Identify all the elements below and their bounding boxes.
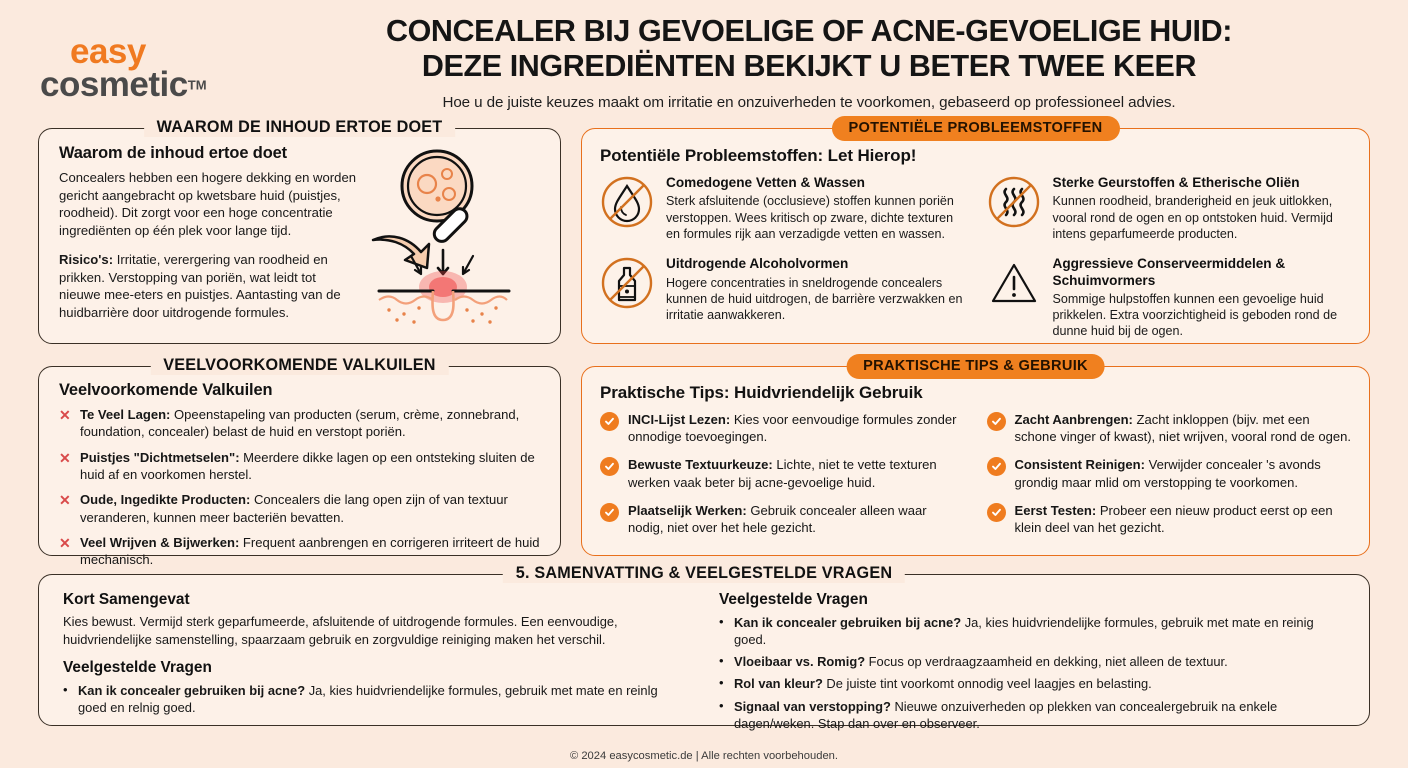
faq-text xyxy=(734,614,1345,648)
faq-text xyxy=(734,675,1345,692)
problem-desc: Hogere concentraties in sneldrogende concealers kunnen de huid uitdrogen, de barrière verzwakken en irritatie aanwakkeren. xyxy=(666,275,963,323)
card-problems-badge: POTENTIËLE PROBLEEMSTOFFEN xyxy=(831,116,1119,141)
summary-faq-heading: Veelgestelde Vragen xyxy=(63,659,212,677)
problem-item xyxy=(600,256,965,323)
pitfall-label: Veel Wrijven & Bijwerken: xyxy=(80,535,240,551)
summary-faq-list-right xyxy=(719,614,1345,732)
page-subtitle: Hoe u de juiste keuzes maakt om irritatie en onzuiverheden te voorkomen, gebaseerd op professioneel advies. xyxy=(442,93,1176,111)
check-icon xyxy=(600,457,619,476)
faq-heading-right: Veelgestelde Vragen xyxy=(719,591,868,608)
faq-question: Signaal van verstopping? xyxy=(734,698,891,714)
summary-left xyxy=(63,591,689,732)
check-icon xyxy=(987,457,1006,476)
card-why-content-matters xyxy=(38,118,561,344)
summary-paragraph: Kies bewust. Vermijd sterk geparfumeerde, afsluitende of uitdrogende formules. Een eenvoudige, huidvriendelijke samenstelling, spaarzaam gebruik en zorgvuldige reiniging maken het verschil. xyxy=(63,614,618,647)
check-icon xyxy=(987,412,1006,431)
tip-desc: Lichte, niet te vette texturen werken vaak beter bij acne-gevoelige huid. xyxy=(628,457,937,490)
tips-heading: Praktische Tips: Huidvriendelijk Gebruik xyxy=(600,383,923,402)
pitfall-text xyxy=(80,491,542,526)
pitfall-item xyxy=(59,449,542,484)
brand-logo-easy: easy xyxy=(70,32,146,71)
card-summary-badge: 5. SAMENVATTING & VEELGESTELDE VRAGEN xyxy=(503,564,905,583)
brand-logo-cosmetic-wrap xyxy=(40,65,300,105)
no-fragrance-icon xyxy=(987,175,1041,229)
faq-answer: Ja, kies huidvriendelijke formules, gebruik met mate en reinig goed. xyxy=(734,615,1314,648)
tip-item xyxy=(600,502,965,536)
problem-item xyxy=(987,175,1352,242)
tips-column-right xyxy=(987,411,1352,547)
problem-icon-wrap xyxy=(987,175,1041,229)
why-paragraph-2 xyxy=(59,251,359,322)
bullet-icon: • xyxy=(719,653,724,669)
no-oil-droplet-icon xyxy=(600,175,654,229)
problem-text xyxy=(666,256,965,323)
problem-title: Aggressieve Conserveermiddelen & Schuimvormers xyxy=(1052,256,1286,288)
pitfall-desc: Opeenstapeling van producten (serum, crème, zonnebrand, foundation, concealer) belast de huid en verstopt poriën. xyxy=(80,407,520,440)
tip-label: Bewuste Textuurkeuze: xyxy=(628,457,773,473)
faq-answer: Ja, kies huidvriendelijke formules, gebruik met mate en reinlg goed en relnig goed. xyxy=(78,683,658,716)
faq-item xyxy=(719,614,1345,648)
header-text xyxy=(300,14,1378,111)
tip-item xyxy=(987,502,1352,536)
page-title-line1: CONCEALER BIJ GEVOELIGE OF ACNE-GEVOELIGE HUID: xyxy=(385,14,1232,48)
problem-text xyxy=(1053,256,1352,340)
card-tips-badge: PRAKTISCHE TIPS & GEBRUIK xyxy=(846,354,1105,379)
pitfall-item xyxy=(59,406,542,441)
problem-title: Sterke Geurstoffen & Etherische Oliën xyxy=(1052,175,1300,190)
pitfalls-heading: Veelvoorkomende Valkuilen xyxy=(59,381,273,399)
summary-right xyxy=(719,591,1345,732)
problem-desc: Sommige hulpstoffen kunnen een gevoelige huid prikkelen. Extra voorzichtigheid is geboden rond de dunne huid bij de ogen. xyxy=(1052,291,1338,339)
faq-question: Kan ik concealer gebruiken bij acne? xyxy=(78,683,306,699)
pitfall-desc: Frequent aanbrengen en corrigeren irriteert de huid mechanisch. xyxy=(80,535,540,568)
problem-text xyxy=(666,175,965,242)
check-icon xyxy=(600,503,619,522)
tip-text xyxy=(628,456,965,490)
page-title-line2: DEZE INGREDIËNTEN BEKIJKT U BETER TWEE KEER xyxy=(421,49,1197,84)
problems-heading: Potentiële Probleemstoffen: Let Hierop! xyxy=(600,146,917,165)
left-column xyxy=(38,118,561,568)
tip-text xyxy=(628,502,965,536)
tip-text xyxy=(1015,456,1352,490)
faq-text xyxy=(734,698,1345,732)
tip-label: Consistent Reinigen: xyxy=(1014,457,1145,473)
tip-item xyxy=(600,411,965,445)
faq-item xyxy=(719,653,1345,670)
pitfalls-list xyxy=(59,406,542,569)
summary-heading: Kort Samengevat xyxy=(63,591,190,608)
problem-title: Comedogene Vetten & Wassen xyxy=(666,175,865,190)
faq-item xyxy=(719,675,1345,692)
problem-desc: Kunnen roodheid, branderigheid en jeuk uitlokken, vooral rond de ogen en op ontstoken huid. Vermijd intens geparfumeerde producten. xyxy=(1052,194,1333,241)
no-alcohol-bottle-icon xyxy=(600,256,654,310)
problem-text xyxy=(1053,175,1352,242)
problem-icon-wrap xyxy=(600,256,654,310)
tip-desc: Verwijder concealer 's avonds grondig maar mlid om verstopping te voorkomen. xyxy=(1014,457,1321,490)
cross-icon: ✕ xyxy=(59,407,71,423)
brand-logo-cosmetic: cosmetic xyxy=(40,65,188,105)
tip-desc: Zacht inkloppen (bijv. met een schone vinger of kwast), niet wrijven, vooral rond de ogen. xyxy=(1014,412,1351,445)
faq-item xyxy=(719,698,1345,732)
card-practical-tips xyxy=(581,358,1370,556)
cross-icon: ✕ xyxy=(59,449,71,466)
pitfall-label: Te Veel Lagen: xyxy=(80,407,171,422)
header xyxy=(0,0,1408,128)
summary-faq-list-left xyxy=(63,682,689,716)
warning-triangle-icon xyxy=(987,256,1041,310)
tip-desc: Probeer een nieuw product eerst op een klein deel van het gezicht. xyxy=(1014,502,1333,536)
problem-title: Uitdrogende Alcoholvormen xyxy=(666,256,849,272)
pitfall-item xyxy=(59,534,542,569)
faq-item xyxy=(63,682,689,716)
cross-icon: ✕ xyxy=(59,492,71,509)
tip-text xyxy=(1015,411,1352,445)
summary-section xyxy=(0,564,1408,731)
card-pitfalls-badge: VEELVOORKOMENDE VALKUILEN xyxy=(150,356,448,375)
faq-question: Vloeibaar vs. Romig? xyxy=(734,654,866,670)
tip-item xyxy=(987,456,1352,490)
pitfall-desc: Concealers die lang open zijn of van textuur veranderen, kunnen meer bacteriën bevatten. xyxy=(80,492,508,525)
problem-item xyxy=(600,175,965,242)
right-column xyxy=(581,120,1370,556)
card-common-pitfalls xyxy=(38,356,561,568)
problem-item xyxy=(987,256,1352,340)
tip-label: Plaatselijk Werken: xyxy=(628,502,747,518)
faq-answer: Focus op verdraagzaamheid en dekking, niet alleen de textuur. xyxy=(865,654,1228,670)
tip-text xyxy=(628,411,965,445)
tip-text xyxy=(1015,502,1352,536)
why-paragraph-1: Concealers hebben een hogere dekking en worden gericht aangebracht op kwetsbare huid (puistjes, roodheid). Dit zorgt voor een hoge concentratie ingrediënten op één plek voor lange tijd. xyxy=(59,170,357,239)
main-grid xyxy=(0,118,1408,568)
card-problem-substances xyxy=(581,120,1370,344)
faq-question: Rol van kleur? xyxy=(734,676,823,692)
why-risk-label: Risico's: xyxy=(59,251,114,267)
card-summary xyxy=(38,564,1370,731)
pitfall-text xyxy=(80,406,542,441)
footer-copyright: © 2024 easycosmetic.de | Alle rechten voorbehouden. xyxy=(569,750,838,762)
faq-text xyxy=(78,682,689,716)
problems-column-left xyxy=(600,175,965,354)
why-illustration xyxy=(359,144,550,329)
faq-question: Kan ik concealer gebruiken bij acne? xyxy=(734,615,962,630)
problem-icon-wrap xyxy=(600,175,654,229)
pitfall-label: Oude, Ingedikte Producten: xyxy=(80,492,251,508)
tip-desc: Gebruik concealer alleen waar nodig, niet over het hele gezicht. xyxy=(628,502,927,536)
check-icon xyxy=(600,412,619,431)
card-why-badge: WAAROM DE INHOUD ERTOE DOET xyxy=(144,118,456,137)
why-risk-text: Irritatie, verergering van roodheid en prikken. Verstopping van poriën, wat leidt tot nieuwe mee-eters en puistjes. Aantasting van de huidbarrière door uitdrogende formules. xyxy=(59,251,341,321)
tip-label: Eerst Testen: xyxy=(1014,502,1097,518)
bullet-icon: • xyxy=(719,697,724,713)
trademark-icon: TM xyxy=(187,77,207,93)
brand-logo xyxy=(40,14,300,105)
pitfall-text xyxy=(80,534,542,569)
pitfall-text xyxy=(80,449,542,484)
tips-column-left xyxy=(600,411,965,547)
tip-item xyxy=(987,411,1352,445)
bullet-icon: • xyxy=(719,614,724,629)
why-heading: Waarom de inhoud ertoe doet xyxy=(59,144,287,162)
pitfall-label: Puistjes "Dichtmetselen": xyxy=(80,449,240,465)
check-icon xyxy=(987,503,1006,522)
pitfall-item xyxy=(59,491,542,526)
tip-item xyxy=(600,456,965,490)
problem-desc: Sterk afsluitende (occlusieve) stoffen kunnen poriën verstoppen. Wees kritisch op zware, dichte texturen en formules rijk aan verzadigde vetten en wassen. xyxy=(666,194,954,241)
bullet-icon: • xyxy=(719,675,724,691)
pitfall-desc: Meerdere dikke lagen op een ontsteking sluiten de huid af en voorkomen herstel. xyxy=(80,449,535,483)
faq-answer: Nieuwe onzuiverheden op plekken van concealergebruik na enkele dagen/weken. Stap dan over en observeer. xyxy=(734,698,1278,731)
bullet-icon: • xyxy=(63,682,68,698)
tip-label: Zacht Aanbrengen: xyxy=(1014,412,1133,427)
tip-desc: Kies voor eenvoudige formules zonder onnodige toevoegingen. xyxy=(628,412,957,445)
faq-answer: De juiste tint voorkomt onnodig veel laagjes en belasting. xyxy=(822,676,1152,692)
problem-icon-wrap xyxy=(987,256,1041,310)
faq-text xyxy=(734,653,1345,670)
problems-column-right xyxy=(987,175,1352,354)
magnifier-pore-illustration xyxy=(359,144,529,324)
cross-icon: ✕ xyxy=(59,535,71,552)
tip-label: INCI-Lijst Lezen: xyxy=(628,412,731,427)
